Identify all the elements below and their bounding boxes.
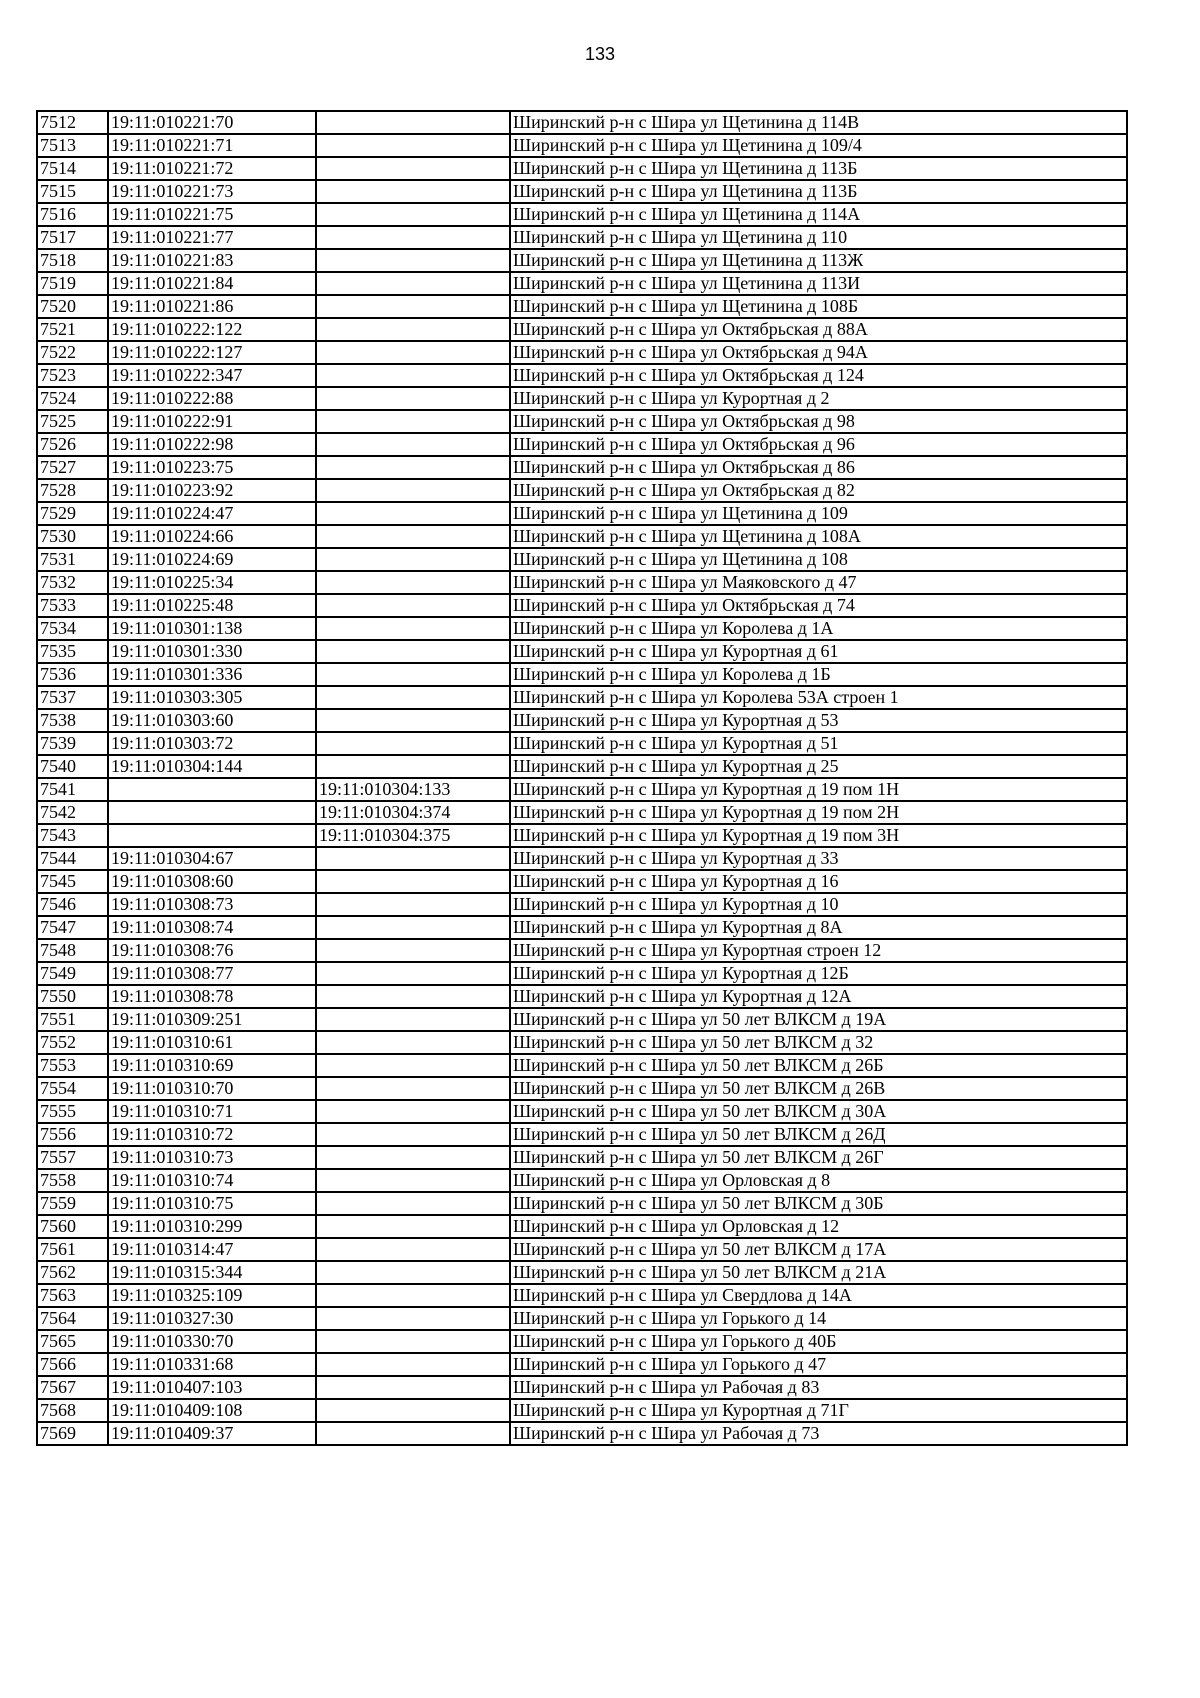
address-cell: Ширинский р-н с Шира ул Рабочая д 83 — [510, 1376, 1127, 1399]
address-cell: Ширинский р-н с Шира ул Маяковского д 47 — [510, 571, 1127, 594]
address-cell: Ширинский р-н с Шира ул Горького д 47 — [510, 1353, 1127, 1376]
table-row — [37, 778, 1127, 801]
table-row — [37, 824, 1127, 847]
related-cadastral-cell — [316, 1008, 510, 1031]
table-row — [37, 962, 1127, 985]
table-row — [37, 318, 1127, 341]
cadastral-number-cell: 19:11:010224:66 — [108, 525, 316, 548]
row-number-cell: 7529 — [37, 502, 108, 525]
address-cell: Ширинский р-н с Шира ул Щетинина д 113И — [510, 272, 1127, 295]
cadastral-number-cell: 19:11:010327:30 — [108, 1307, 316, 1330]
row-number-cell: 7531 — [37, 548, 108, 571]
address-cell: Ширинский р-н с Шира ул 50 лет ВЛКСМ д 26В — [510, 1077, 1127, 1100]
related-cadastral-cell — [316, 249, 510, 272]
table-row — [37, 203, 1127, 226]
cadastral-number-cell: 19:11:010224:47 — [108, 502, 316, 525]
related-cadastral-cell — [316, 111, 510, 134]
address-cell: Ширинский р-н с Шира ул 50 лет ВЛКСМ д 26Б — [510, 1054, 1127, 1077]
related-cadastral-cell — [316, 1422, 510, 1445]
row-number-cell: 7527 — [37, 456, 108, 479]
row-number-cell: 7541 — [37, 778, 108, 801]
cadastral-number-cell: 19:11:010222:91 — [108, 410, 316, 433]
row-number-cell: 7539 — [37, 732, 108, 755]
cadastral-number-cell: 19:11:010310:299 — [108, 1215, 316, 1238]
related-cadastral-cell — [316, 1100, 510, 1123]
row-number-cell: 7522 — [37, 341, 108, 364]
row-number-cell: 7561 — [37, 1238, 108, 1261]
address-cell: Ширинский р-н с Шира ул Курортная д 53 — [510, 709, 1127, 732]
address-cell: Ширинский р-н с Шира ул Горького д 40Б — [510, 1330, 1127, 1353]
related-cadastral-cell — [316, 410, 510, 433]
row-number-cell: 7532 — [37, 571, 108, 594]
address-cell: Ширинский р-н с Шира ул 50 лет ВЛКСМ д 19А — [510, 1008, 1127, 1031]
related-cadastral-cell — [316, 387, 510, 410]
address-cell: Ширинский р-н с Шира ул Октябрьская д 124 — [510, 364, 1127, 387]
address-cell: Ширинский р-н с Шира ул Курортная д 19 пом 1Н — [510, 778, 1127, 801]
row-number-cell: 7547 — [37, 916, 108, 939]
page-number: 133 — [584, 44, 616, 64]
cadastral-number-cell: 19:11:010310:75 — [108, 1192, 316, 1215]
cadastral-number-cell: 19:11:010224:69 — [108, 548, 316, 571]
table-row — [37, 364, 1127, 387]
cadastral-number-cell: 19:11:010221:73 — [108, 180, 316, 203]
row-number-cell: 7533 — [37, 594, 108, 617]
cadastral-number-cell: 19:11:010310:72 — [108, 1123, 316, 1146]
related-cadastral-cell — [316, 226, 510, 249]
table-row — [37, 1376, 1127, 1399]
related-cadastral-cell — [316, 1031, 510, 1054]
registry-body — [37, 111, 1127, 1445]
cadastral-number-cell: 19:11:010310:73 — [108, 1146, 316, 1169]
cadastral-number-cell: 19:11:010222:98 — [108, 433, 316, 456]
related-cadastral-cell — [316, 916, 510, 939]
related-cadastral-cell — [316, 1146, 510, 1169]
related-cadastral-cell — [316, 1261, 510, 1284]
address-cell: Ширинский р-н с Шира ул Курортная д 2 — [510, 387, 1127, 410]
related-cadastral-cell — [316, 1353, 510, 1376]
related-cadastral-cell — [316, 1215, 510, 1238]
table-row — [37, 732, 1127, 755]
related-cadastral-cell — [316, 1054, 510, 1077]
address-cell: Ширинский р-н с Шира ул Свердлова д 14А — [510, 1284, 1127, 1307]
cadastral-number-cell — [108, 778, 316, 801]
related-cadastral-cell — [316, 686, 510, 709]
related-cadastral-cell — [316, 203, 510, 226]
address-cell: Ширинский р-н с Шира ул Курортная строен 12 — [510, 939, 1127, 962]
row-number-cell: 7537 — [37, 686, 108, 709]
table-row — [37, 525, 1127, 548]
table-row — [37, 709, 1127, 732]
related-cadastral-cell — [316, 456, 510, 479]
cadastral-number-cell: 19:11:010304:67 — [108, 847, 316, 870]
related-cadastral-cell — [316, 893, 510, 916]
cadastral-number-cell: 19:11:010325:109 — [108, 1284, 316, 1307]
table-row — [37, 640, 1127, 663]
address-cell: Ширинский р-н с Шира ул Рабочая д 73 — [510, 1422, 1127, 1445]
table-row — [37, 1054, 1127, 1077]
row-number-cell: 7538 — [37, 709, 108, 732]
related-cadastral-cell — [316, 318, 510, 341]
row-number-cell: 7525 — [37, 410, 108, 433]
related-cadastral-cell — [316, 295, 510, 318]
table-row — [37, 686, 1127, 709]
related-cadastral-cell: 19:11:010304:133 — [316, 778, 510, 801]
address-cell: Ширинский р-н с Шира ул Щетинина д 114В — [510, 111, 1127, 134]
cadastral-number-cell: 19:11:010308:73 — [108, 893, 316, 916]
table-row — [37, 272, 1127, 295]
table-row — [37, 1238, 1127, 1261]
address-cell: Ширинский р-н с Шира ул Курортная д 8А — [510, 916, 1127, 939]
table-row — [37, 1146, 1127, 1169]
table-row — [37, 1330, 1127, 1353]
row-number-cell: 7534 — [37, 617, 108, 640]
row-number-cell: 7568 — [37, 1399, 108, 1422]
related-cadastral-cell — [316, 134, 510, 157]
related-cadastral-cell — [316, 1307, 510, 1330]
table-row — [37, 870, 1127, 893]
related-cadastral-cell — [316, 548, 510, 571]
row-number-cell: 7569 — [37, 1422, 108, 1445]
address-cell: Ширинский р-н с Шира ул Октябрьская д 86 — [510, 456, 1127, 479]
address-cell: Ширинский р-н с Шира ул Курортная д 71Г — [510, 1399, 1127, 1422]
address-cell: Ширинский р-н с Шира ул Щетинина д 108 — [510, 548, 1127, 571]
cadastral-number-cell: 19:11:010303:305 — [108, 686, 316, 709]
cadastral-number-cell: 19:11:010308:77 — [108, 962, 316, 985]
address-cell: Ширинский р-н с Шира ул Курортная д 33 — [510, 847, 1127, 870]
address-cell: Ширинский р-н с Шира ул Октябрьская д 74 — [510, 594, 1127, 617]
table-row — [37, 410, 1127, 433]
related-cadastral-cell — [316, 1192, 510, 1215]
address-cell: Ширинский р-н с Шира ул Октябрьская д 94А — [510, 341, 1127, 364]
row-number-cell: 7549 — [37, 962, 108, 985]
address-cell: Ширинский р-н с Шира ул Щетинина д 108А — [510, 525, 1127, 548]
row-number-cell: 7518 — [37, 249, 108, 272]
related-cadastral-cell — [316, 1123, 510, 1146]
cadastral-number-cell: 19:11:010223:75 — [108, 456, 316, 479]
table-row — [37, 456, 1127, 479]
address-cell: Ширинский р-н с Шира ул Октябрьская д 96 — [510, 433, 1127, 456]
row-number-cell: 7554 — [37, 1077, 108, 1100]
row-number-cell: 7548 — [37, 939, 108, 962]
related-cadastral-cell — [316, 1169, 510, 1192]
row-number-cell: 7562 — [37, 1261, 108, 1284]
table-row — [37, 295, 1127, 318]
row-number-cell: 7521 — [37, 318, 108, 341]
address-cell: Ширинский р-н с Шира ул Щетинина д 109 — [510, 502, 1127, 525]
cadastral-number-cell: 19:11:010308:60 — [108, 870, 316, 893]
related-cadastral-cell — [316, 571, 510, 594]
table-row — [37, 617, 1127, 640]
address-cell: Ширинский р-н с Шира ул Орловская д 12 — [510, 1215, 1127, 1238]
table-row — [37, 548, 1127, 571]
address-cell: Ширинский р-н с Шира ул Курортная д 12А — [510, 985, 1127, 1008]
cadastral-number-cell: 19:11:010315:344 — [108, 1261, 316, 1284]
related-cadastral-cell — [316, 755, 510, 778]
related-cadastral-cell — [316, 433, 510, 456]
address-cell: Ширинский р-н с Шира ул Курортная д 10 — [510, 893, 1127, 916]
cadastral-number-cell: 19:11:010308:78 — [108, 985, 316, 1008]
table-row — [37, 479, 1127, 502]
cadastral-number-cell: 19:11:010304:144 — [108, 755, 316, 778]
row-number-cell: 7517 — [37, 226, 108, 249]
row-number-cell: 7552 — [37, 1031, 108, 1054]
cadastral-number-cell: 19:11:010223:92 — [108, 479, 316, 502]
cadastral-number-cell: 19:11:010407:103 — [108, 1376, 316, 1399]
table-row — [37, 1422, 1127, 1445]
cadastral-number-cell: 19:11:010310:69 — [108, 1054, 316, 1077]
address-cell: Ширинский р-н с Шира ул Курортная д 12Б — [510, 962, 1127, 985]
cadastral-number-cell: 19:11:010221:77 — [108, 226, 316, 249]
row-number-cell: 7515 — [37, 180, 108, 203]
address-cell: Ширинский р-н с Шира ул 50 лет ВЛКСМ д 17А — [510, 1238, 1127, 1261]
related-cadastral-cell — [316, 962, 510, 985]
row-number-cell: 7516 — [37, 203, 108, 226]
row-number-cell: 7555 — [37, 1100, 108, 1123]
related-cadastral-cell — [316, 663, 510, 686]
cadastral-number-cell: 19:11:010310:74 — [108, 1169, 316, 1192]
table-row — [37, 1008, 1127, 1031]
row-number-cell: 7560 — [37, 1215, 108, 1238]
related-cadastral-cell — [316, 364, 510, 387]
cadastral-number-cell: 19:11:010225:34 — [108, 571, 316, 594]
row-number-cell: 7535 — [37, 640, 108, 663]
table-row — [37, 1353, 1127, 1376]
cadastral-number-cell: 19:11:010222:122 — [108, 318, 316, 341]
related-cadastral-cell — [316, 1330, 510, 1353]
address-cell: Ширинский р-н с Шира ул Щетинина д 113Б — [510, 157, 1127, 180]
table-row — [37, 571, 1127, 594]
table-row — [37, 1399, 1127, 1422]
related-cadastral-cell — [316, 341, 510, 364]
cadastral-number-cell: 19:11:010221:70 — [108, 111, 316, 134]
row-number-cell: 7528 — [37, 479, 108, 502]
table-row — [37, 1123, 1127, 1146]
related-cadastral-cell — [316, 180, 510, 203]
cadastral-number-cell: 19:11:010310:71 — [108, 1100, 316, 1123]
row-number-cell: 7512 — [37, 111, 108, 134]
table-row — [37, 226, 1127, 249]
address-cell: Ширинский р-н с Шира ул Горького д 14 — [510, 1307, 1127, 1330]
address-cell: Ширинский р-н с Шира ул Октябрьская д 82 — [510, 479, 1127, 502]
address-cell: Ширинский р-н с Шира ул Курортная д 61 — [510, 640, 1127, 663]
row-number-cell: 7513 — [37, 134, 108, 157]
cadastral-number-cell: 19:11:010221:71 — [108, 134, 316, 157]
related-cadastral-cell — [316, 1284, 510, 1307]
related-cadastral-cell — [316, 1399, 510, 1422]
row-number-cell: 7557 — [37, 1146, 108, 1169]
table-row — [37, 847, 1127, 870]
cadastral-number-cell: 19:11:010221:84 — [108, 272, 316, 295]
table-row — [37, 111, 1127, 134]
table-row — [37, 1215, 1127, 1238]
row-number-cell: 7545 — [37, 870, 108, 893]
row-number-cell: 7553 — [37, 1054, 108, 1077]
row-number-cell: 7520 — [37, 295, 108, 318]
table-row — [37, 341, 1127, 364]
row-number-cell: 7559 — [37, 1192, 108, 1215]
related-cadastral-cell — [316, 594, 510, 617]
table-row — [37, 663, 1127, 686]
related-cadastral-cell — [316, 617, 510, 640]
cadastral-number-cell: 19:11:010310:61 — [108, 1031, 316, 1054]
cadastral-number-cell: 19:11:010330:70 — [108, 1330, 316, 1353]
address-cell: Ширинский р-н с Шира ул Щетинина д 113Ж — [510, 249, 1127, 272]
table-row — [37, 1031, 1127, 1054]
cadastral-number-cell: 19:11:010222:88 — [108, 387, 316, 410]
cadastral-number-cell: 19:11:010303:60 — [108, 709, 316, 732]
table-row — [37, 755, 1127, 778]
cadastral-number-cell — [108, 824, 316, 847]
row-number-cell: 7567 — [37, 1376, 108, 1399]
address-cell: Ширинский р-н с Шира ул Щетинина д 108Б — [510, 295, 1127, 318]
address-cell: Ширинский р-н с Шира ул Щетинина д 110 — [510, 226, 1127, 249]
address-cell: Ширинский р-н с Шира ул Курортная д 19 пом 3Н — [510, 824, 1127, 847]
row-number-cell: 7566 — [37, 1353, 108, 1376]
row-number-cell: 7524 — [37, 387, 108, 410]
address-cell: Ширинский р-н с Шира ул 50 лет ВЛКСМ д 21А — [510, 1261, 1127, 1284]
cadastral-number-cell: 19:11:010222:347 — [108, 364, 316, 387]
table-row — [37, 180, 1127, 203]
row-number-cell: 7536 — [37, 663, 108, 686]
address-cell: Ширинский р-н с Шира ул Курортная д 25 — [510, 755, 1127, 778]
related-cadastral-cell — [316, 1238, 510, 1261]
address-cell: Ширинский р-н с Шира ул Королева д 1Б — [510, 663, 1127, 686]
row-number-cell: 7551 — [37, 1008, 108, 1031]
row-number-cell: 7530 — [37, 525, 108, 548]
table-row — [37, 1284, 1127, 1307]
related-cadastral-cell: 19:11:010304:374 — [316, 801, 510, 824]
related-cadastral-cell — [316, 525, 510, 548]
cadastral-number-cell: 19:11:010310:70 — [108, 1077, 316, 1100]
row-number-cell: 7556 — [37, 1123, 108, 1146]
related-cadastral-cell — [316, 1077, 510, 1100]
row-number-cell: 7564 — [37, 1307, 108, 1330]
row-number-cell: 7565 — [37, 1330, 108, 1353]
cadastral-number-cell: 19:11:010222:127 — [108, 341, 316, 364]
row-number-cell: 7514 — [37, 157, 108, 180]
table-row — [37, 1307, 1127, 1330]
cadastral-number-cell: 19:11:010308:74 — [108, 916, 316, 939]
row-number-cell: 7558 — [37, 1169, 108, 1192]
row-number-cell: 7519 — [37, 272, 108, 295]
address-cell: Ширинский р-н с Шира ул Орловская д 8 — [510, 1169, 1127, 1192]
table-row — [37, 1100, 1127, 1123]
table-row — [37, 985, 1127, 1008]
table-row — [37, 249, 1127, 272]
address-cell: Ширинский р-н с Шира ул Щетинина д 109/4 — [510, 134, 1127, 157]
address-cell: Ширинский р-н с Шира ул 50 лет ВЛКСМ д 26Д — [510, 1123, 1127, 1146]
row-number-cell: 7526 — [37, 433, 108, 456]
table-row — [37, 939, 1127, 962]
cadastral-number-cell: 19:11:010301:138 — [108, 617, 316, 640]
address-cell: Ширинский р-н с Шира ул Королева 53А строен 1 — [510, 686, 1127, 709]
row-number-cell: 7523 — [37, 364, 108, 387]
row-number-cell: 7543 — [37, 824, 108, 847]
row-number-cell: 7540 — [37, 755, 108, 778]
address-cell: Ширинский р-н с Шира ул Курортная д 16 — [510, 870, 1127, 893]
address-cell: Ширинский р-н с Шира ул Курортная д 19 пом 2Н — [510, 801, 1127, 824]
cadastral-number-cell: 19:11:010225:48 — [108, 594, 316, 617]
cadastral-number-cell — [108, 801, 316, 824]
row-number-cell: 7542 — [37, 801, 108, 824]
table-row — [37, 893, 1127, 916]
cadastral-number-cell: 19:11:010221:72 — [108, 157, 316, 180]
table-row — [37, 594, 1127, 617]
address-cell: Ширинский р-н с Шира ул 50 лет ВЛКСМ д 32 — [510, 1031, 1127, 1054]
row-number-cell: 7550 — [37, 985, 108, 1008]
address-cell: Ширинский р-н с Шира ул 50 лет ВЛКСМ д 30Б — [510, 1192, 1127, 1215]
cadastral-number-cell: 19:11:010301:336 — [108, 663, 316, 686]
related-cadastral-cell — [316, 985, 510, 1008]
table-row — [37, 1077, 1127, 1100]
address-cell: Ширинский р-н с Шира ул Октябрьская д 98 — [510, 410, 1127, 433]
address-cell: Ширинский р-н с Шира ул Курортная д 51 — [510, 732, 1127, 755]
cadastral-number-cell: 19:11:010221:83 — [108, 249, 316, 272]
cadastral-number-cell: 19:11:010409:108 — [108, 1399, 316, 1422]
address-cell: Ширинский р-н с Шира ул Октябрьская д 88А — [510, 318, 1127, 341]
table-row — [37, 1192, 1127, 1215]
related-cadastral-cell — [316, 502, 510, 525]
related-cadastral-cell — [316, 1376, 510, 1399]
table-row — [37, 387, 1127, 410]
related-cadastral-cell — [316, 870, 510, 893]
row-number-cell: 7546 — [37, 893, 108, 916]
cadastral-number-cell: 19:11:010221:75 — [108, 203, 316, 226]
address-cell: Ширинский р-н с Шира ул 50 лет ВЛКСМ д 26Г — [510, 1146, 1127, 1169]
cadastral-number-cell: 19:11:010309:251 — [108, 1008, 316, 1031]
row-number-cell: 7563 — [37, 1284, 108, 1307]
table-row — [37, 134, 1127, 157]
cadastral-number-cell: 19:11:010221:86 — [108, 295, 316, 318]
cadastral-number-cell: 19:11:010301:330 — [108, 640, 316, 663]
property-registry-table — [36, 110, 1128, 1446]
cadastral-number-cell: 19:11:010314:47 — [108, 1238, 316, 1261]
related-cadastral-cell — [316, 709, 510, 732]
cadastral-number-cell: 19:11:010331:68 — [108, 1353, 316, 1376]
related-cadastral-cell — [316, 157, 510, 180]
address-cell: Ширинский р-н с Шира ул Щетинина д 113Б — [510, 180, 1127, 203]
related-cadastral-cell — [316, 640, 510, 663]
table-row — [37, 502, 1127, 525]
related-cadastral-cell — [316, 939, 510, 962]
row-number-cell: 7544 — [37, 847, 108, 870]
address-cell: Ширинский р-н с Шира ул Щетинина д 114А — [510, 203, 1127, 226]
related-cadastral-cell — [316, 272, 510, 295]
cadastral-number-cell: 19:11:010303:72 — [108, 732, 316, 755]
table-row — [37, 157, 1127, 180]
table-row — [37, 916, 1127, 939]
related-cadastral-cell — [316, 732, 510, 755]
related-cadastral-cell — [316, 847, 510, 870]
address-cell: Ширинский р-н с Шира ул Королева д 1А — [510, 617, 1127, 640]
related-cadastral-cell: 19:11:010304:375 — [316, 824, 510, 847]
cadastral-number-cell: 19:11:010409:37 — [108, 1422, 316, 1445]
table-row — [37, 1169, 1127, 1192]
cadastral-number-cell: 19:11:010308:76 — [108, 939, 316, 962]
address-cell: Ширинский р-н с Шира ул 50 лет ВЛКСМ д 30А — [510, 1100, 1127, 1123]
table-row — [37, 1261, 1127, 1284]
table-row — [37, 433, 1127, 456]
table-row — [37, 801, 1127, 824]
related-cadastral-cell — [316, 479, 510, 502]
